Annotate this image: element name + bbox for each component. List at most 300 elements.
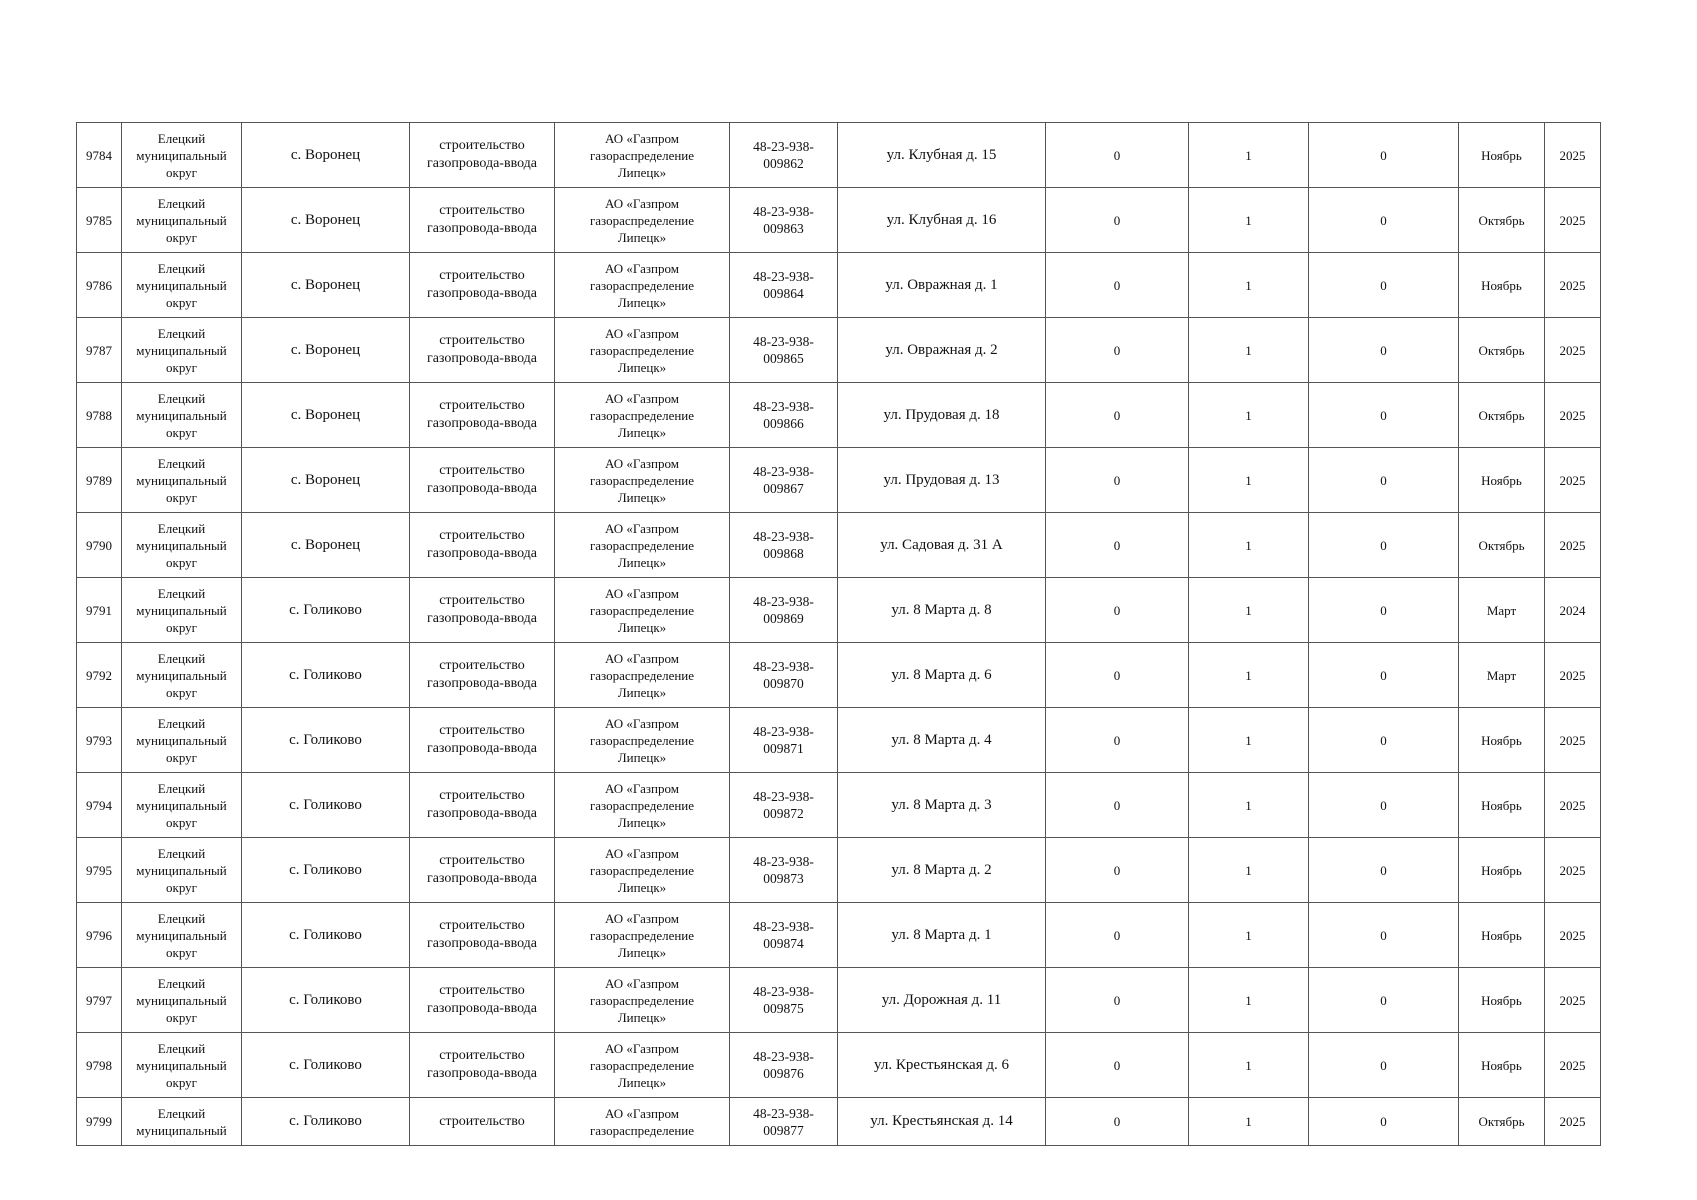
value-1-cell: 0 <box>1046 773 1189 838</box>
value-1-cell: 0 <box>1046 513 1189 578</box>
district-line: муниципальный <box>136 147 227 163</box>
row-number-cell: 9790 <box>77 513 122 578</box>
value-2-cell: 1 <box>1189 123 1309 188</box>
settlement-cell: с. Голиково <box>242 1033 410 1098</box>
district-line: Елецкий <box>157 520 206 536</box>
organization-line: Липецк» <box>617 944 667 960</box>
object-code-line: 48-23-938- <box>753 204 814 219</box>
organization-line: АО «Газпром <box>605 520 679 536</box>
object-code-line: 009866 <box>763 416 804 431</box>
object-code-line: 48-23-938- <box>753 789 814 804</box>
work-type-lines <box>412 397 552 433</box>
object-code-line: 009868 <box>763 546 804 561</box>
month-cell: Ноябрь <box>1459 968 1545 1033</box>
organization-line: АО «Газпром <box>605 650 679 666</box>
value-1-cell: 0 <box>1046 838 1189 903</box>
organization-line: АО «Газпром <box>605 910 679 926</box>
value-1-cell: 0 <box>1046 1098 1189 1146</box>
year-cell: 2025 <box>1545 968 1601 1033</box>
value-1-cell: 0 <box>1046 968 1189 1033</box>
row-number-cell: 9797 <box>77 968 122 1033</box>
organization-line: АО «Газпром <box>605 1105 679 1121</box>
organization-lines <box>557 975 727 1026</box>
district-line: округ <box>166 294 197 310</box>
object-code-cell <box>730 318 838 383</box>
address-cell: ул. Крестьянская д. 14 <box>838 1098 1046 1146</box>
work-type-line: газопровода-ввода <box>426 936 538 951</box>
object-code-cell <box>730 643 838 708</box>
settlement-cell: с. Голиково <box>242 578 410 643</box>
district-line: Елецкий <box>157 780 206 796</box>
district-line: муниципальный <box>136 992 227 1008</box>
table-row <box>77 578 1601 643</box>
organization-line: газораспределение <box>589 602 695 618</box>
object-code-cell <box>730 1098 838 1146</box>
organization-line: Липецк» <box>617 489 667 505</box>
district-line: Елецкий <box>157 715 206 731</box>
year-cell: 2025 <box>1545 1098 1601 1146</box>
work-type-line: строительство <box>439 268 525 283</box>
work-type-line: строительство <box>439 398 525 413</box>
object-code-cell <box>730 903 838 968</box>
month-cell: Ноябрь <box>1459 448 1545 513</box>
district-lines <box>124 195 239 246</box>
address-cell: ул. 8 Марта д. 6 <box>838 643 1046 708</box>
row-number-cell: 9787 <box>77 318 122 383</box>
table-row <box>77 1033 1601 1098</box>
table-row <box>77 513 1601 578</box>
district-cell <box>122 773 242 838</box>
object-code-lines <box>732 398 835 432</box>
object-code-line: 48-23-938- <box>753 984 814 999</box>
object-code-line: 48-23-938- <box>753 269 814 284</box>
object-code-line: 009865 <box>763 351 804 366</box>
district-line: Елецкий <box>157 390 206 406</box>
organization-line: газораспределение <box>589 342 695 358</box>
district-cell <box>122 123 242 188</box>
address-cell: ул. Садовая д. 31 А <box>838 513 1046 578</box>
object-code-line: 48-23-938- <box>753 399 814 414</box>
district-line: Елецкий <box>157 1105 206 1121</box>
organization-lines <box>557 780 727 831</box>
work-type-line: строительство <box>439 1113 525 1129</box>
row-number-cell: 9798 <box>77 1033 122 1098</box>
value-2-cell: 1 <box>1189 1098 1309 1146</box>
district-line: муниципальный <box>136 667 227 683</box>
district-line: муниципальный <box>136 1122 227 1138</box>
value-3-cell: 0 <box>1309 578 1459 643</box>
organization-cell <box>555 318 730 383</box>
object-code-cell <box>730 253 838 318</box>
table-row <box>77 448 1601 513</box>
district-line: округ <box>166 879 197 895</box>
work-type-cell <box>410 448 555 513</box>
work-type-lines <box>412 462 552 498</box>
organization-line: Липецк» <box>617 1074 667 1090</box>
object-code-cell <box>730 1033 838 1098</box>
organization-line: газораспределение <box>589 277 695 293</box>
row-number-cell: 9792 <box>77 643 122 708</box>
object-code-lines <box>732 983 835 1017</box>
address-cell: ул. 8 Марта д. 1 <box>838 903 1046 968</box>
organization-cell <box>555 643 730 708</box>
row-number-cell: 9795 <box>77 838 122 903</box>
month-cell: Ноябрь <box>1459 708 1545 773</box>
value-2-cell: 1 <box>1189 773 1309 838</box>
settlement-cell: с. Голиково <box>242 773 410 838</box>
organization-cell <box>555 253 730 318</box>
district-line: округ <box>166 229 197 245</box>
work-type-cell <box>410 513 555 578</box>
work-type-line: газопровода-ввода <box>426 546 538 561</box>
settlement-cell: с. Голиково <box>242 643 410 708</box>
work-type-line: газопровода-ввода <box>426 286 538 301</box>
work-type-lines <box>412 137 552 173</box>
district-line: округ <box>166 749 197 765</box>
object-code-cell <box>730 838 838 903</box>
address-cell: ул. 8 Марта д. 4 <box>838 708 1046 773</box>
work-type-line: газопровода-ввода <box>426 416 538 431</box>
district-line: Елецкий <box>157 1040 206 1056</box>
district-lines <box>124 130 239 181</box>
organization-cell <box>555 188 730 253</box>
district-line: муниципальный <box>136 407 227 423</box>
value-3-cell: 0 <box>1309 708 1459 773</box>
row-number-cell: 9788 <box>77 383 122 448</box>
organization-line: Липецк» <box>617 164 667 180</box>
object-code-cell <box>730 578 838 643</box>
work-type-line: газопровода-ввода <box>426 611 538 626</box>
district-lines <box>124 910 239 961</box>
object-code-line: 009867 <box>763 481 804 496</box>
settlement-cell: с. Голиково <box>242 903 410 968</box>
district-lines <box>124 455 239 506</box>
value-3-cell: 0 <box>1309 448 1459 513</box>
object-code-lines <box>732 1105 835 1139</box>
object-code-line: 009870 <box>763 676 804 691</box>
address-cell: ул. Клубная д. 16 <box>838 188 1046 253</box>
organization-lines <box>557 390 727 441</box>
work-type-cell <box>410 188 555 253</box>
month-cell: Ноябрь <box>1459 903 1545 968</box>
value-2-cell: 1 <box>1189 188 1309 253</box>
month-cell: Ноябрь <box>1459 773 1545 838</box>
object-code-lines <box>732 333 835 367</box>
organization-line: газораспределение <box>589 927 695 943</box>
organization-cell <box>555 383 730 448</box>
object-code-line: 009874 <box>763 936 804 951</box>
organization-line: Липецк» <box>617 294 667 310</box>
year-cell: 2025 <box>1545 448 1601 513</box>
address-cell: ул. Прудовая д. 18 <box>838 383 1046 448</box>
work-type-lines <box>412 1113 552 1131</box>
object-code-lines <box>732 528 835 562</box>
district-lines <box>124 520 239 571</box>
work-type-line: газопровода-ввода <box>426 806 538 821</box>
object-code-line: 48-23-938- <box>753 594 814 609</box>
work-type-line: строительство <box>439 333 525 348</box>
work-type-cell <box>410 968 555 1033</box>
organization-line: Липецк» <box>617 814 667 830</box>
organization-line: газораспределение <box>589 537 695 553</box>
organization-line: газораспределение <box>589 797 695 813</box>
table-row <box>77 773 1601 838</box>
district-cell <box>122 1033 242 1098</box>
row-number-cell: 9796 <box>77 903 122 968</box>
work-type-lines <box>412 332 552 368</box>
gas-connection-table <box>76 122 1601 1146</box>
organization-lines <box>557 260 727 311</box>
district-line: Елецкий <box>157 260 206 276</box>
district-line: Елецкий <box>157 650 206 666</box>
district-line: округ <box>166 1009 197 1025</box>
value-2-cell: 1 <box>1189 903 1309 968</box>
organization-line: газораспределение <box>589 147 695 163</box>
settlement-cell: с. Воронец <box>242 318 410 383</box>
organization-line: АО «Газпром <box>605 325 679 341</box>
organization-line: АО «Газпром <box>605 975 679 991</box>
organization-line: газораспределение <box>589 732 695 748</box>
object-code-lines <box>732 918 835 952</box>
settlement-cell: с. Воронец <box>242 383 410 448</box>
value-3-cell: 0 <box>1309 968 1459 1033</box>
organization-line: газораспределение <box>589 1122 695 1138</box>
table-row <box>77 903 1601 968</box>
object-code-cell <box>730 968 838 1033</box>
work-type-line: газопровода-ввода <box>426 1001 538 1016</box>
district-line: Елецкий <box>157 975 206 991</box>
district-line: округ <box>166 944 197 960</box>
object-code-cell <box>730 188 838 253</box>
value-2-cell: 1 <box>1189 318 1309 383</box>
work-type-lines <box>412 917 552 953</box>
value-1-cell: 0 <box>1046 643 1189 708</box>
object-code-lines <box>732 463 835 497</box>
organization-cell <box>555 708 730 773</box>
organization-cell <box>555 123 730 188</box>
object-code-lines <box>732 138 835 172</box>
organization-line: АО «Газпром <box>605 845 679 861</box>
organization-lines <box>557 650 727 701</box>
organization-line: Липецк» <box>617 749 667 765</box>
district-line: округ <box>166 554 197 570</box>
month-cell: Ноябрь <box>1459 1033 1545 1098</box>
object-code-cell <box>730 513 838 578</box>
organization-lines <box>557 520 727 571</box>
object-code-cell <box>730 383 838 448</box>
organization-lines <box>557 195 727 246</box>
organization-lines <box>557 845 727 896</box>
value-2-cell: 1 <box>1189 578 1309 643</box>
year-cell: 2025 <box>1545 383 1601 448</box>
work-type-cell <box>410 253 555 318</box>
month-cell: Октябрь <box>1459 383 1545 448</box>
settlement-cell: с. Голиково <box>242 968 410 1033</box>
district-lines <box>124 390 239 441</box>
object-code-lines <box>732 723 835 757</box>
year-cell: 2025 <box>1545 903 1601 968</box>
month-cell: Ноябрь <box>1459 253 1545 318</box>
row-number-cell: 9785 <box>77 188 122 253</box>
table-row <box>77 968 1601 1033</box>
district-line: муниципальный <box>136 472 227 488</box>
organization-line: Липецк» <box>617 229 667 245</box>
work-type-lines <box>412 527 552 563</box>
district-line: Елецкий <box>157 325 206 341</box>
row-number-cell: 9789 <box>77 448 122 513</box>
value-2-cell: 1 <box>1189 1033 1309 1098</box>
settlement-cell: с. Воронец <box>242 448 410 513</box>
object-code-lines <box>732 788 835 822</box>
organization-lines <box>557 455 727 506</box>
organization-line: Липецк» <box>617 359 667 375</box>
value-1-cell: 0 <box>1046 708 1189 773</box>
value-2-cell: 1 <box>1189 838 1309 903</box>
district-line: Елецкий <box>157 195 206 211</box>
work-type-line: строительство <box>439 983 525 998</box>
month-cell: Ноябрь <box>1459 123 1545 188</box>
work-type-line: строительство <box>439 723 525 738</box>
district-cell <box>122 903 242 968</box>
work-type-line: газопровода-ввода <box>426 1066 538 1081</box>
work-type-line: строительство <box>439 1048 525 1063</box>
organization-line: Липецк» <box>617 1009 667 1025</box>
organization-line: АО «Газпром <box>605 455 679 471</box>
organization-cell <box>555 513 730 578</box>
district-cell <box>122 383 242 448</box>
district-cell <box>122 708 242 773</box>
district-lines <box>124 325 239 376</box>
value-1-cell: 0 <box>1046 903 1189 968</box>
object-code-lines <box>732 203 835 237</box>
year-cell: 2024 <box>1545 578 1601 643</box>
work-type-line: газопровода-ввода <box>426 351 538 366</box>
month-cell: Октябрь <box>1459 318 1545 383</box>
work-type-line: строительство <box>439 463 525 478</box>
district-line: муниципальный <box>136 602 227 618</box>
district-line: округ <box>166 359 197 375</box>
district-line: Елецкий <box>157 845 206 861</box>
organization-line: Липецк» <box>617 879 667 895</box>
row-number-cell: 9784 <box>77 123 122 188</box>
object-code-line: 48-23-938- <box>753 1049 814 1064</box>
district-cell <box>122 448 242 513</box>
organization-lines <box>557 910 727 961</box>
object-code-line: 48-23-938- <box>753 529 814 544</box>
organization-line: газораспределение <box>589 667 695 683</box>
work-type-line: газопровода-ввода <box>426 741 538 756</box>
value-2-cell: 1 <box>1189 448 1309 513</box>
object-code-line: 009862 <box>763 156 804 171</box>
district-line: муниципальный <box>136 342 227 358</box>
value-3-cell: 0 <box>1309 773 1459 838</box>
object-code-line: 009877 <box>763 1122 804 1138</box>
object-code-line: 48-23-938- <box>753 854 814 869</box>
table-row <box>77 1098 1601 1146</box>
settlement-cell: с. Воронец <box>242 253 410 318</box>
work-type-cell <box>410 1098 555 1146</box>
value-3-cell: 0 <box>1309 643 1459 708</box>
work-type-lines <box>412 202 552 238</box>
value-1-cell: 0 <box>1046 448 1189 513</box>
value-2-cell: 1 <box>1189 708 1309 773</box>
work-type-line: строительство <box>439 658 525 673</box>
work-type-lines <box>412 852 552 888</box>
work-type-cell <box>410 903 555 968</box>
organization-line: Липецк» <box>617 684 667 700</box>
district-lines <box>124 585 239 636</box>
table-row <box>77 643 1601 708</box>
district-line: округ <box>166 1074 197 1090</box>
value-3-cell: 0 <box>1309 253 1459 318</box>
object-code-lines <box>732 593 835 627</box>
year-cell: 2025 <box>1545 253 1601 318</box>
district-lines <box>124 845 239 896</box>
table-row <box>77 708 1601 773</box>
organization-cell <box>555 1098 730 1146</box>
object-code-line: 48-23-938- <box>753 659 814 674</box>
object-code-line: 48-23-938- <box>753 139 814 154</box>
work-type-lines <box>412 1047 552 1083</box>
organization-lines <box>557 715 727 766</box>
organization-cell <box>555 1033 730 1098</box>
year-cell: 2025 <box>1545 773 1601 838</box>
value-1-cell: 0 <box>1046 123 1189 188</box>
district-cell <box>122 643 242 708</box>
row-number-cell: 9793 <box>77 708 122 773</box>
work-type-cell <box>410 383 555 448</box>
address-cell: ул. 8 Марта д. 2 <box>838 838 1046 903</box>
year-cell: 2025 <box>1545 1033 1601 1098</box>
address-cell: ул. Прудовая д. 13 <box>838 448 1046 513</box>
organization-lines <box>557 585 727 636</box>
object-code-cell <box>730 123 838 188</box>
district-line: округ <box>166 489 197 505</box>
address-cell: ул. Клубная д. 15 <box>838 123 1046 188</box>
district-lines <box>124 1105 239 1139</box>
district-line: округ <box>166 619 197 635</box>
value-1-cell: 0 <box>1046 383 1189 448</box>
table-row <box>77 188 1601 253</box>
organization-line: АО «Газпром <box>605 390 679 406</box>
table-row <box>77 383 1601 448</box>
district-cell <box>122 318 242 383</box>
district-line: округ <box>166 814 197 830</box>
work-type-lines <box>412 722 552 758</box>
work-type-line: строительство <box>439 918 525 933</box>
value-2-cell: 1 <box>1189 383 1309 448</box>
district-lines <box>124 780 239 831</box>
year-cell: 2025 <box>1545 318 1601 383</box>
value-3-cell: 0 <box>1309 838 1459 903</box>
value-1-cell: 0 <box>1046 1033 1189 1098</box>
month-cell: Март <box>1459 643 1545 708</box>
organization-line: Липецк» <box>617 554 667 570</box>
table-row <box>77 838 1601 903</box>
value-1-cell: 0 <box>1046 578 1189 643</box>
work-type-cell <box>410 773 555 838</box>
organization-line: газораспределение <box>589 1057 695 1073</box>
organization-line: газораспределение <box>589 472 695 488</box>
row-number-cell: 9794 <box>77 773 122 838</box>
value-3-cell: 0 <box>1309 383 1459 448</box>
address-cell: ул. Дорожная д. 11 <box>838 968 1046 1033</box>
address-cell: ул. 8 Марта д. 8 <box>838 578 1046 643</box>
organization-line: АО «Газпром <box>605 195 679 211</box>
district-line: округ <box>166 424 197 440</box>
work-type-line: строительство <box>439 853 525 868</box>
value-1-cell: 0 <box>1046 253 1189 318</box>
